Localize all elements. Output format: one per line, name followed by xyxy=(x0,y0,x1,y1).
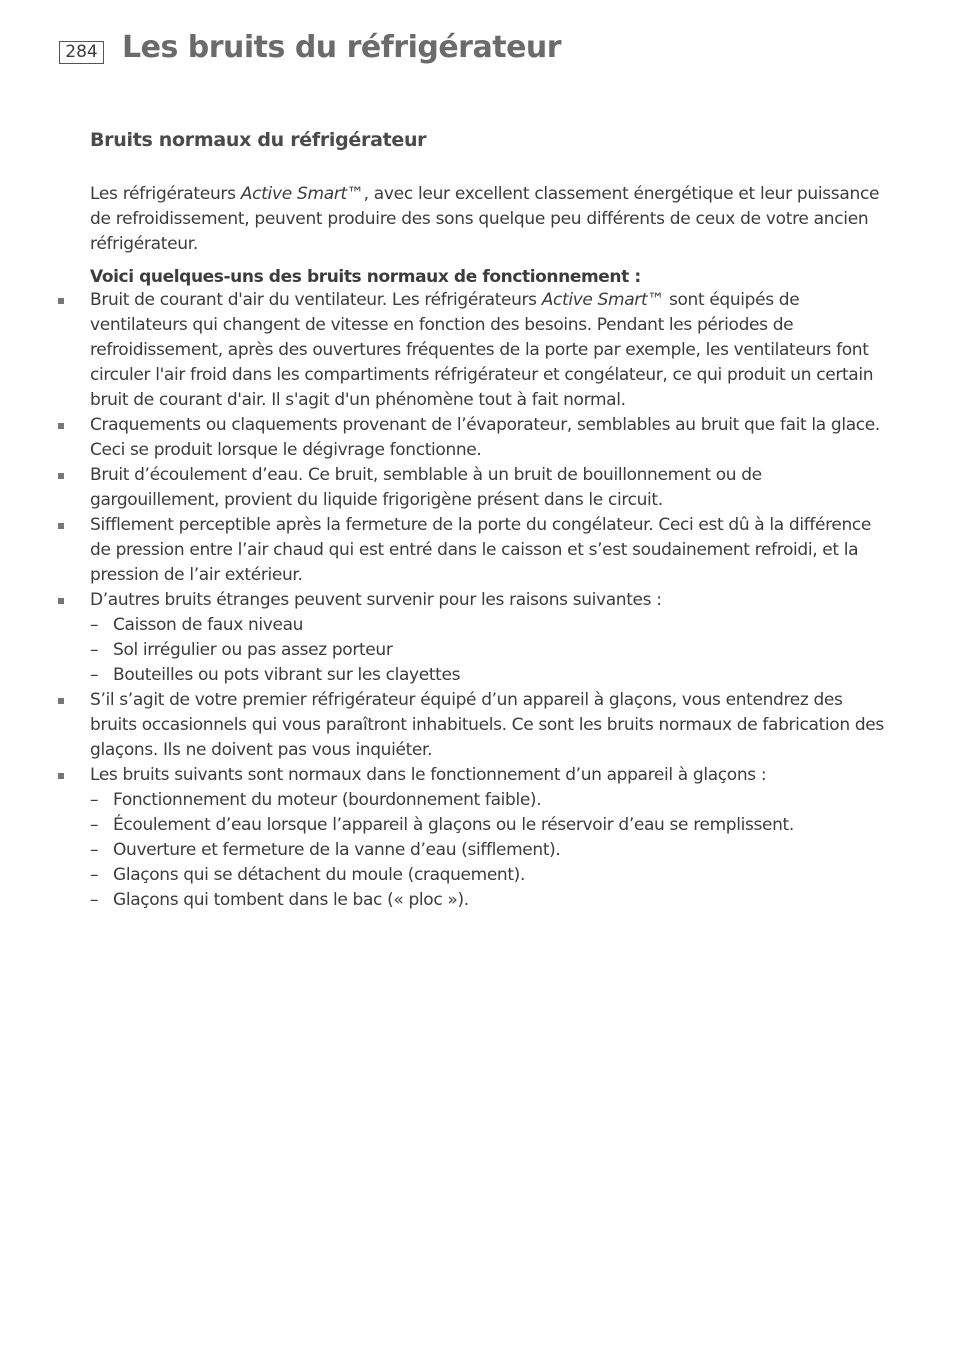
sub-list-item xyxy=(90,613,890,638)
item-line: Les bruits suivants sont normaux dans le fonctionnement d’un appareil à glaçons : xyxy=(90,765,767,785)
dash-bullet-icon: – xyxy=(90,640,99,660)
item-line: circuler l'air froid dans les compartiments réfrigérateur et congélateur, ce qui produit un certain xyxy=(90,365,874,385)
sub-item-text: Écoulement d’eau lorsque l’appareil à glaçons ou le réservoir d’eau se remplissent. xyxy=(113,815,794,835)
dash-bullet-icon: – xyxy=(90,840,99,860)
item-line xyxy=(90,288,890,313)
dash-bullet-icon: – xyxy=(90,615,99,635)
sub-list-item xyxy=(90,888,890,913)
square-bullet-icon xyxy=(58,298,64,304)
square-bullet-icon xyxy=(58,423,64,429)
square-bullet-icon xyxy=(58,698,64,704)
square-bullet-icon xyxy=(58,473,64,479)
item-text: Bruit de courant d'air du ventilateur. Les réfrigérateurs xyxy=(90,290,542,310)
item-line: gargouillement, provient du liquide frigorigène présent dans le circuit. xyxy=(90,490,663,510)
square-bullet-icon xyxy=(58,598,64,604)
brand-name: Active Smart™ xyxy=(240,184,364,204)
intro-text: Les réfrigérateurs xyxy=(90,184,241,204)
square-bullet-icon xyxy=(58,523,64,529)
item-line: Craquements ou claquements provenant de l’évaporateur, semblables au bruit que fait la glace. xyxy=(90,415,880,435)
item-line: S’il s’agit de votre premier réfrigérateur équipé d’un appareil à glaçons, vous entendrez des xyxy=(90,690,843,710)
dash-bullet-icon: – xyxy=(90,815,99,835)
sub-item-text: Fonctionnement du moteur (bourdonnement faible). xyxy=(113,790,542,810)
item-text: sont équipés de xyxy=(663,290,800,310)
list-item xyxy=(90,413,890,463)
noise-list xyxy=(90,288,890,913)
sub-list-item xyxy=(90,638,890,663)
square-bullet-icon xyxy=(58,773,64,779)
dash-bullet-icon: – xyxy=(90,665,99,685)
page-title: Les bruits du réfrigérateur xyxy=(122,30,562,65)
sub-list-item xyxy=(90,663,890,688)
item-line: Sifflement perceptible après la fermeture de la porte du congélateur. Ceci est dû à la différence xyxy=(90,515,872,535)
sub-item-text: Sol irrégulier ou pas assez porteur xyxy=(113,640,393,660)
sub-item-text: Glaçons qui se détachent du moule (craquement). xyxy=(113,865,526,885)
item-line: ventilateurs qui changent de vitesse en fonction des besoins. Pendant les périodes de xyxy=(90,315,794,335)
sub-list xyxy=(90,788,890,913)
item-line: Ceci se produit lorsque le dégivrage fonctionne. xyxy=(90,440,482,460)
list-item xyxy=(90,588,890,688)
sub-list-item xyxy=(90,813,890,838)
sub-list xyxy=(90,613,890,688)
item-line: bruits occasionnels qui vous paraîtront inhabituels. Ce sont les bruits normaux de fabrication des xyxy=(90,715,884,735)
item-line: Bruit d’écoulement d’eau. Ce bruit, semblable à un bruit de bouillonnement ou de xyxy=(90,465,762,485)
page-number: 284 xyxy=(59,41,104,64)
section-title: Bruits normaux du réfrigérateur xyxy=(90,129,427,151)
dash-bullet-icon: – xyxy=(90,865,99,885)
item-line: pression de l’air extérieur. xyxy=(90,565,303,585)
list-item xyxy=(90,688,890,763)
list-item xyxy=(90,463,890,513)
dash-bullet-icon: – xyxy=(90,890,99,910)
content xyxy=(90,126,890,913)
sub-item-text: Caisson de faux niveau xyxy=(113,615,304,635)
item-line: D’autres bruits étranges peuvent survenir pour les raisons suivantes : xyxy=(90,590,662,610)
intro-line: de refroidissement, peuvent produire des sons quelque peu différents de ceux de votre ancien xyxy=(90,209,869,229)
sub-list-item xyxy=(90,838,890,863)
sub-list-item xyxy=(90,788,890,813)
item-line: de pression entre l’air chaud qui est entré dans le caisson et s’est soudainement refroidi, et la xyxy=(90,540,859,560)
intro-text: , avec leur excellent classement énergétique et leur puissance xyxy=(363,184,880,204)
intro-line xyxy=(90,182,890,207)
dash-bullet-icon: – xyxy=(90,790,99,810)
list-item xyxy=(90,513,890,588)
list-item xyxy=(90,763,890,913)
item-line: refroidissement, après des ouvertures fréquentes de la porte par exemple, les ventilateurs font xyxy=(90,340,869,360)
sub-list-item xyxy=(90,863,890,888)
sub-item-text: Glaçons qui tombent dans le bac (« ploc »). xyxy=(113,890,469,910)
brand-name: Active Smart™ xyxy=(541,290,664,310)
lead-heading: Voici quelques-uns des bruits normaux de fonctionnement : xyxy=(90,267,641,287)
intro-paragraph xyxy=(90,182,890,257)
sub-item-text: Bouteilles ou pots vibrant sur les clayettes xyxy=(113,665,461,685)
list-item xyxy=(90,288,890,413)
intro-line: réfrigérateur. xyxy=(90,234,198,254)
sub-item-text: Ouverture et fermeture de la vanne d’eau (sifflement). xyxy=(113,840,561,860)
item-line: glaçons. Ils ne doivent pas vous inquiéter. xyxy=(90,740,433,760)
item-line: bruit de courant d'air. Il s'agit d'un phénomène tout à fait normal. xyxy=(90,390,626,410)
